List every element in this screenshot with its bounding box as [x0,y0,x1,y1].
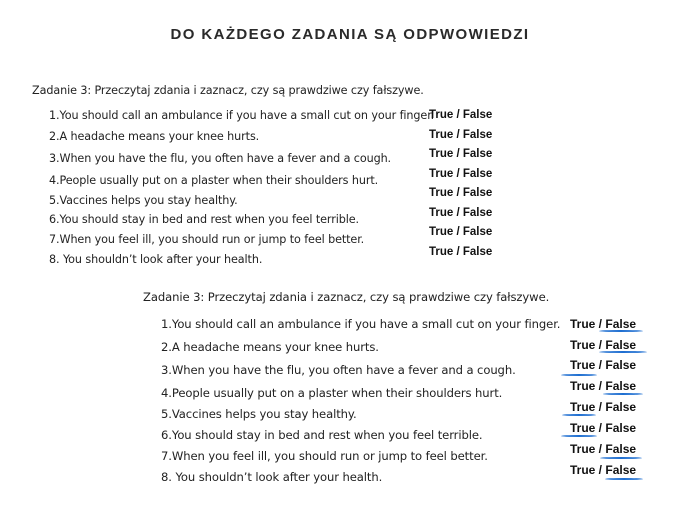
statement-8: 8. You shouldn’t look after your health. [161,470,383,484]
true-false-choice-7: True / False [429,226,493,238]
true-false-choice-4: True / False [570,379,637,393]
true-false-choice-7: True / False [570,442,637,456]
statement-8: 8. You shouldn’t look after your health. [49,253,263,266]
statement-7: 7.When you feel ill, you should run or jump to feel better. [161,449,488,463]
true-false-choice-5: True / False [429,187,493,199]
true-false-choice-8: True / False [570,463,637,477]
answer-underline-false-4 [603,393,643,395]
exercise-heading: Zadanie 3: Przeczytaj zdania i zaznacz, czy są prawdziwe czy fałszywe. [143,290,550,304]
true-false-choice-4: True / False [429,168,493,180]
statement-6: 6.You should stay in bed and rest when you feel terrible. [161,428,483,442]
true-false-choice-2: True / False [570,338,637,352]
true-false-choice-3: True / False [429,148,493,160]
statement-4: 4.People usually put on a plaster when their shoulders hurt. [49,174,379,187]
answer-underline-false-8 [605,478,643,480]
answer-underline-true-5 [562,414,596,416]
statement-1: 1.You should call an ambulance if you have a small cut on your finger. [161,317,561,331]
statement-1: 1.You should call an ambulance if you have a small cut on your finger. [49,109,435,122]
answer-underline-false-7 [600,457,642,459]
page-title: DO KAŻDEGO ZADANIA SĄ ODPWOWIEDZI [170,26,530,43]
true-false-choice-8: True / False [429,246,493,258]
true-false-choice-6: True / False [429,207,493,219]
statement-2: 2.A headache means your knee hurts. [49,130,260,143]
statement-7: 7.When you feel ill, you should run or jump to feel better. [49,233,365,246]
true-false-choice-5: True / False [570,400,637,414]
true-false-choice-6: True / False [570,421,637,435]
true-false-choice-3: True / False [570,358,637,372]
statement-2: 2.A headache means your knee hurts. [161,340,379,354]
true-false-choice-1: True / False [429,109,493,121]
statement-6: 6.You should stay in bed and rest when you feel terrible. [49,213,359,226]
answer-underline-false-2 [599,351,647,353]
answer-underline-false-1 [599,330,643,332]
statement-4: 4.People usually put on a plaster when their shoulders hurt. [161,386,503,400]
answer-underline-true-3 [561,374,597,376]
statement-5: 5.Vaccines helps you stay healthy. [49,194,238,207]
exercise-heading: Zadanie 3: Przeczytaj zdania i zaznacz, czy są prawdziwe czy fałszywe. [32,84,424,97]
answer-underline-true-6 [561,435,597,437]
statement-3: 3.When you have the flu, you often have a fever and a cough. [161,363,516,377]
statement-3: 3.When you have the flu, you often have a fever and a cough. [49,152,392,165]
statement-5: 5.Vaccines helps you stay healthy. [161,407,357,421]
true-false-choice-1: True / False [570,317,637,331]
true-false-choice-2: True / False [429,129,493,141]
